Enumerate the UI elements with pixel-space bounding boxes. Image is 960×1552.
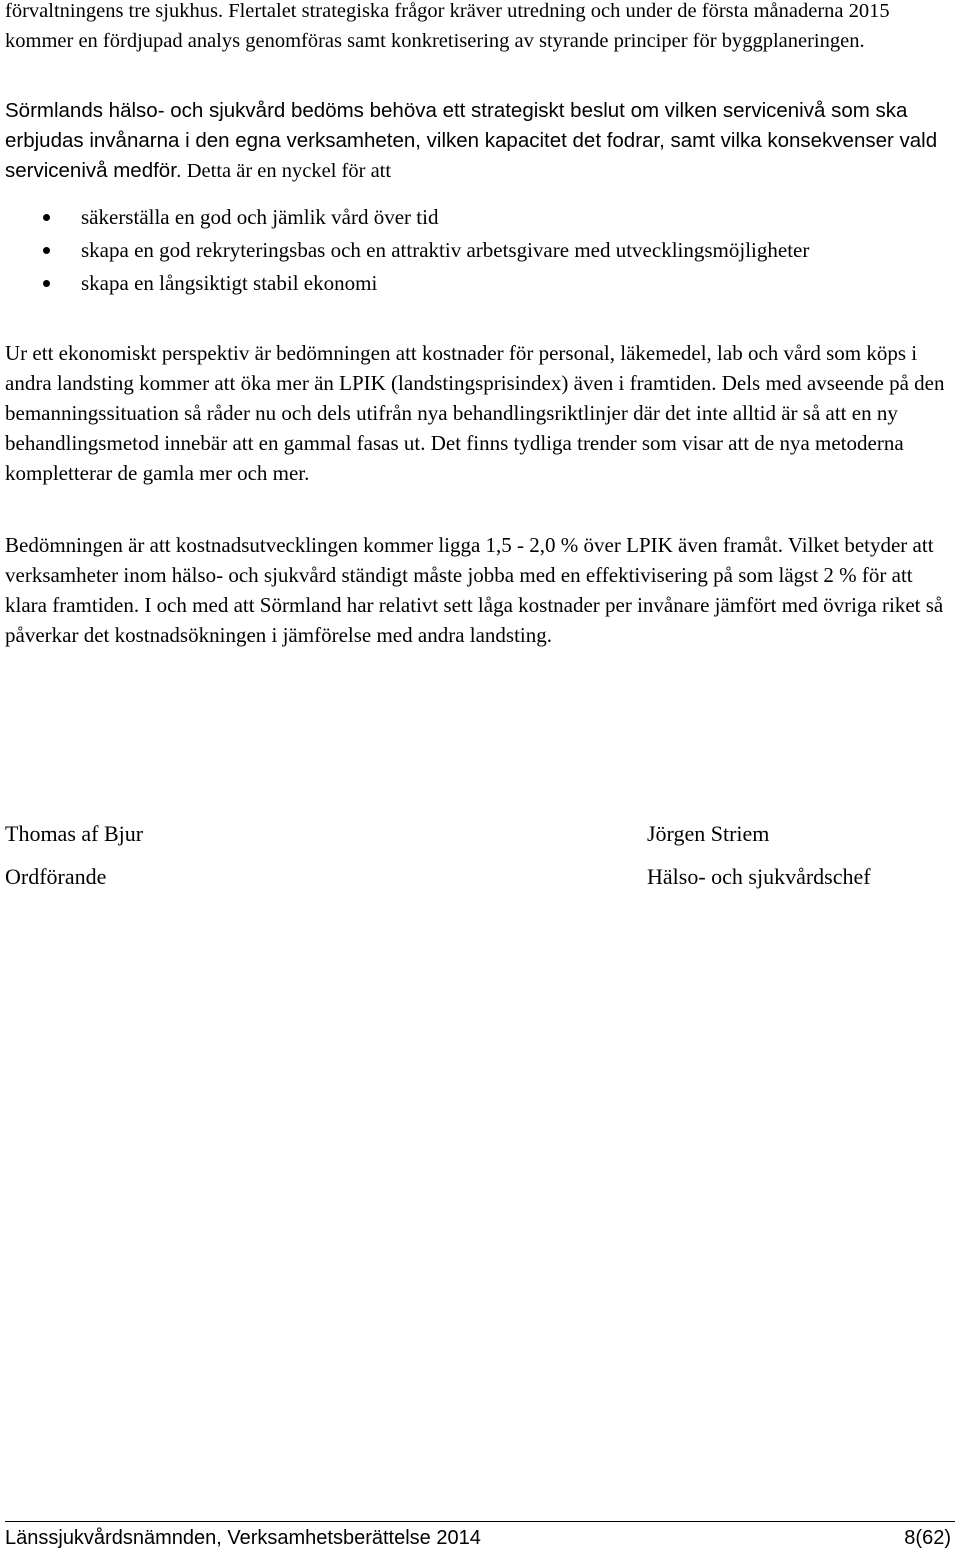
assessment-paragraph: Bedömningen är att kostnadsutvecklingen kommer ligga 1,5 - 2,0 % över LPIK även framåt. Vilket betyder att verksamheter inom hälso- och sjukvård ständigt måste jobba med en effektivisering på som lägst 2 % för att klara framtiden. I och med att Sörmland har relativt sett låga kostnader per invånare jämfört med övriga riket så påverkar det kostnadsökningen i jämförelse med andra landsting.	[5, 533, 944, 647]
intro-paragraph: förvaltningens tre sjukhus. Flertalet strategiska frågor kräver utredning och under de första månaderna 2015 kommer en fördjupad analys genomföras samt konkretisering av styrande principer för byggplaneringen.	[5, 0, 890, 52]
sormland-tail-text: Detta är en nyckel för att	[181, 160, 392, 182]
bullet-list	[5, 202, 955, 298]
signature-title-chair: Ordförande	[5, 864, 107, 889]
list-item	[5, 268, 955, 298]
bullet-icon	[43, 247, 50, 254]
sormland-paragraph	[5, 96, 955, 186]
sormland-lead-text: Sörmlands hälso- och sjukvård bedöms behöva ett strategiskt beslut om vilken servicenivå som ska erbjudas invånarna i den egna verksamheten, vilken kapacitet det fodrar, samt vilka konsekvenser vald servicenivå medför.	[5, 99, 938, 182]
footer-document-title: Länssjukvårdsnämnden, Verksamhetsberättelse 2014	[5, 1527, 481, 1549]
footer-divider	[5, 1521, 955, 1522]
list-item	[5, 235, 955, 265]
list-item-text: skapa en långsiktigt stabil ekonomi	[81, 271, 378, 295]
signature-title-director: Hälso- och sjukvårdschef	[647, 864, 871, 889]
bullet-icon	[43, 280, 50, 287]
footer-page-number: 8(62)	[904, 1527, 951, 1549]
list-item	[5, 202, 955, 232]
list-item-text: skapa en god rekryteringsbas och en attraktiv arbetsgivare med utvecklingsmöjligheter	[81, 238, 810, 262]
signature-name-director: Jörgen Striem	[647, 821, 770, 846]
economy-paragraph: Ur ett ekonomiskt perspektiv är bedömningen att kostnader för personal, läkemedel, lab och vård som köps i andra landsting kommer att öka mer än LPIK (landstingsprisindex) även i framtiden. Dels med avseende på den bemanningssituation så råder nu och dels utifrån nya behandlingsriktlinjer där det inte alltid är så att en ny behandlingsmetod innebär att en gammal fasas ut. Det finns tydliga trender som visar att de nya metoderna kompletterar de gamla mer och mer.	[5, 341, 945, 485]
bullet-icon	[43, 214, 50, 221]
list-item-text: säkerställa en god och jämlik vård över tid	[81, 205, 439, 229]
signature-name-chair: Thomas af Bjur	[5, 821, 144, 846]
